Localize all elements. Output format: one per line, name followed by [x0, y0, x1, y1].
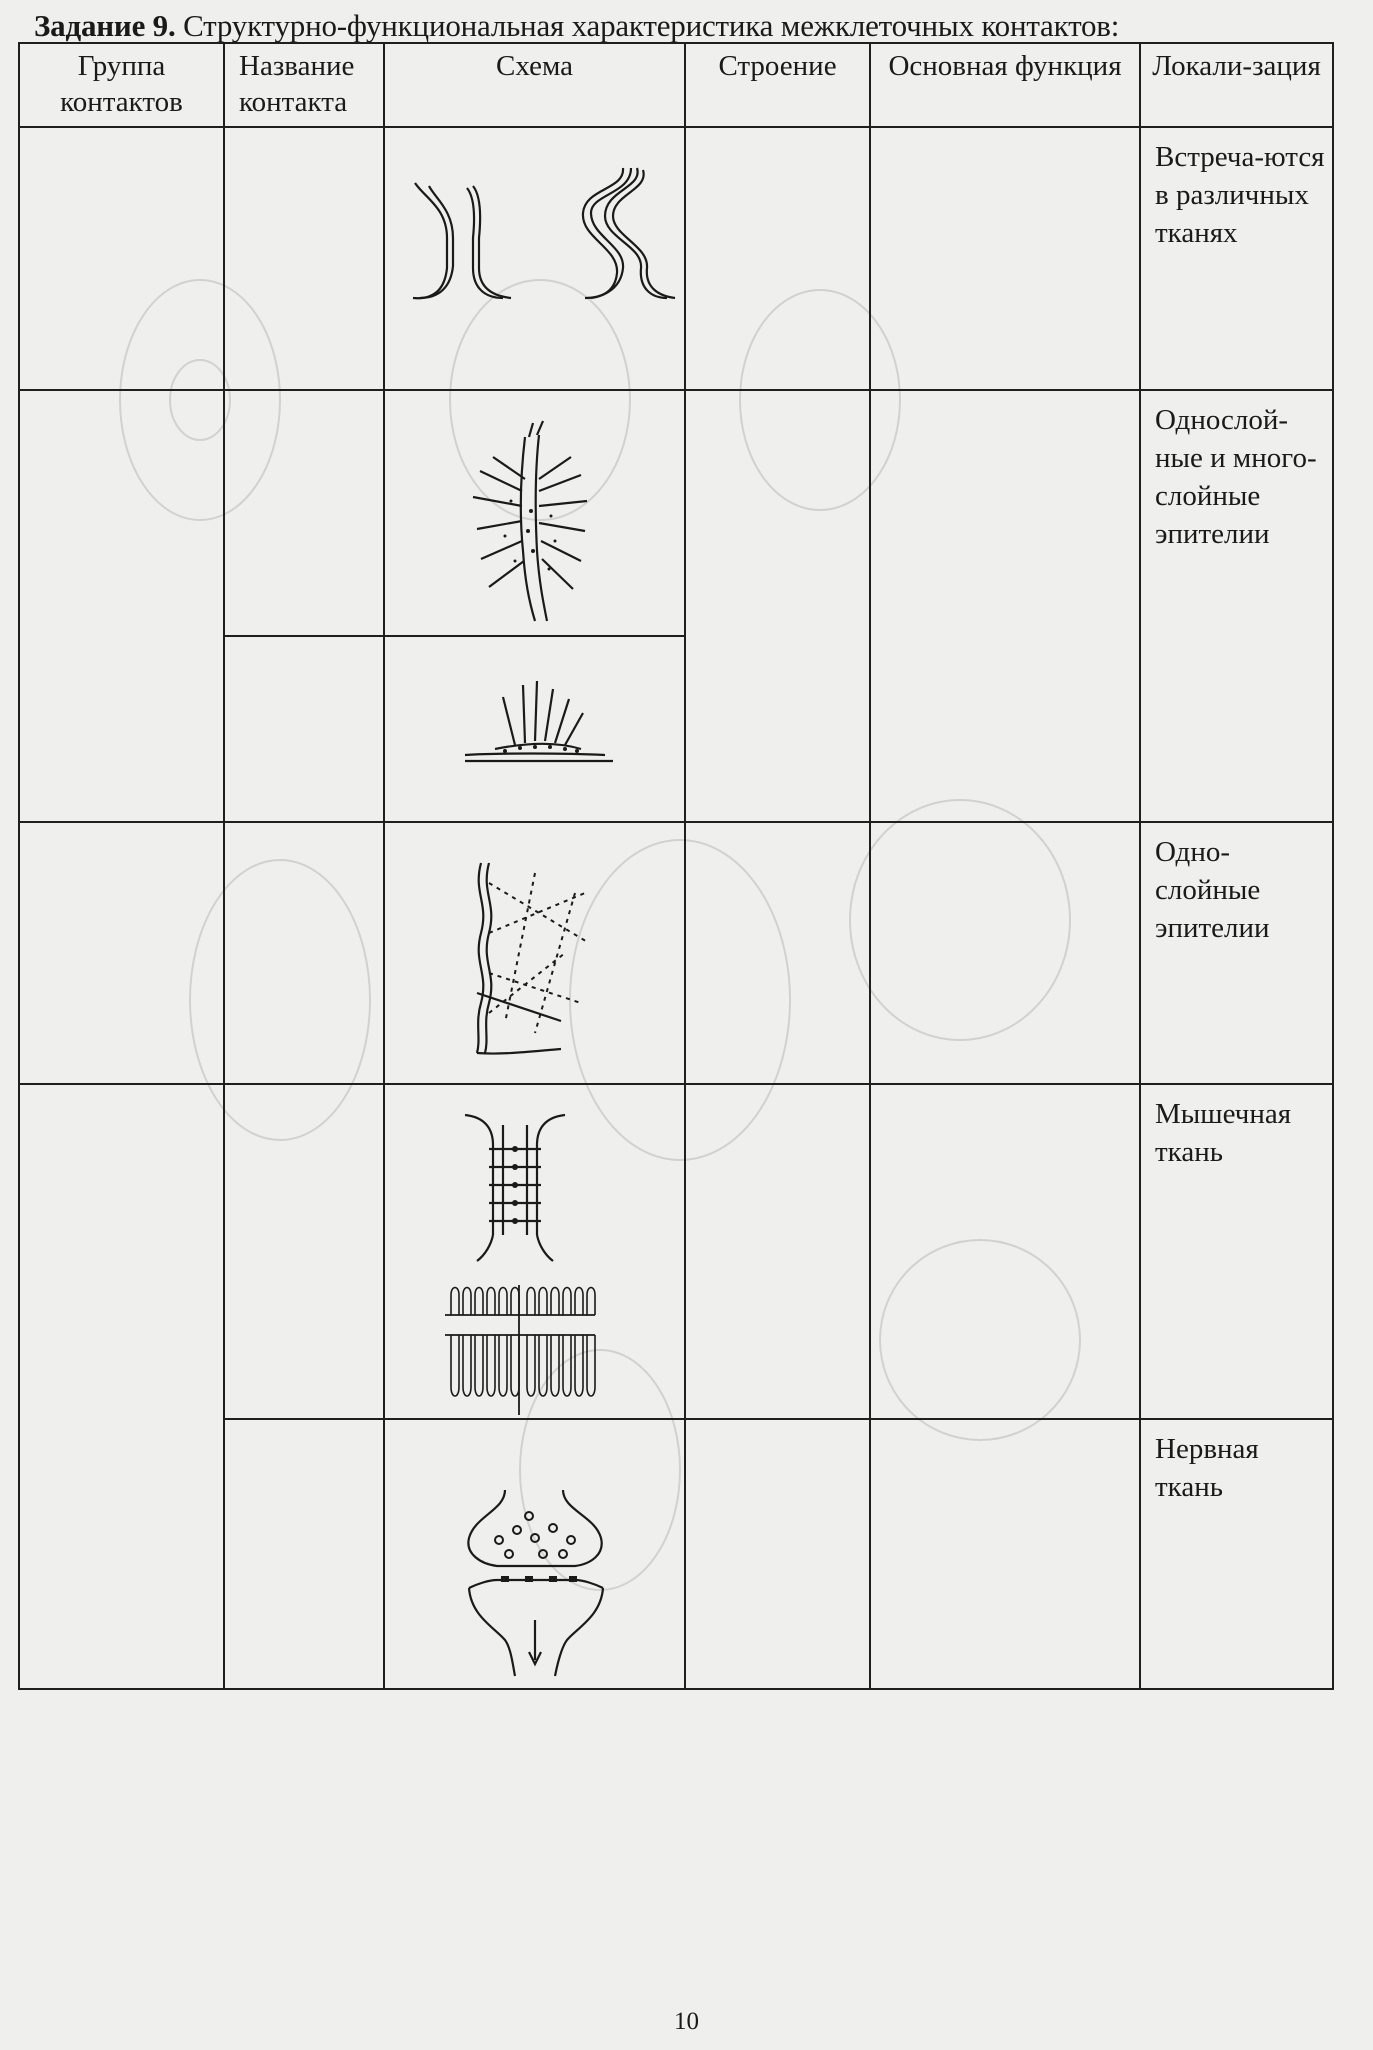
- table-row: [19, 127, 1333, 390]
- cell-group[interactable]: [19, 822, 224, 1084]
- cell-function[interactable]: [870, 822, 1140, 1084]
- desmosome-icon: [385, 391, 686, 637]
- cell-localization: Нервная ткань: [1140, 1419, 1333, 1689]
- connexon-loop: [499, 1288, 507, 1316]
- cell-name[interactable]: [224, 390, 384, 636]
- connexon-loop: [451, 1335, 459, 1396]
- col-header-group: Группа контактов: [19, 43, 224, 127]
- cell-function[interactable]: [870, 127, 1140, 390]
- cell-scheme: [384, 1084, 685, 1419]
- cell-scheme: [384, 1419, 685, 1689]
- cell-scheme: [384, 390, 685, 636]
- cell-scheme: [384, 127, 685, 390]
- cell-localization: Мышечная ткань: [1140, 1084, 1333, 1419]
- table-row: [19, 390, 1333, 636]
- connexon-loop: [551, 1288, 559, 1316]
- cell-localization: Однослой-ные и много-слойные эпителии: [1140, 390, 1333, 822]
- connexon-loop: [463, 1335, 471, 1396]
- connexon-loop: [563, 1335, 571, 1396]
- synapse-icon: [385, 1420, 686, 1690]
- cell-localization: Встреча-ются в различных тканях: [1140, 127, 1333, 390]
- cell-localization: Одно-слойные эпителии: [1140, 822, 1333, 1084]
- cell-scheme: [384, 636, 685, 822]
- connexon-loop: [551, 1335, 559, 1396]
- cell-structure[interactable]: [685, 822, 870, 1084]
- task-title: [34, 8, 1119, 44]
- cell-structure[interactable]: [685, 1419, 870, 1689]
- connexon-loop: [587, 1288, 595, 1316]
- cell-function[interactable]: [870, 1419, 1140, 1689]
- task-title-text: Структурно-функциональная характеристика межклеточных контактов:: [183, 8, 1120, 43]
- connexon-loop: [475, 1335, 483, 1396]
- cell-function[interactable]: [870, 1084, 1140, 1419]
- cell-structure[interactable]: [685, 127, 870, 390]
- nexus-gap-junction-icon: [385, 1085, 686, 1420]
- hemidesmosome-icon: [385, 637, 686, 823]
- table-header-row: [19, 43, 1333, 127]
- connexon-loop: [451, 1288, 459, 1316]
- connexon-loop: [539, 1335, 547, 1396]
- col-header-name: Название контакта: [224, 43, 384, 127]
- connexon-loop: [511, 1335, 519, 1396]
- connexon-loop: [487, 1288, 495, 1316]
- tight-junction-icon: [385, 823, 686, 1085]
- cell-name[interactable]: [224, 1419, 384, 1689]
- cell-structure[interactable]: [685, 1084, 870, 1419]
- connexon-loop: [463, 1288, 471, 1316]
- table-row: [19, 822, 1333, 1084]
- col-header-function: Основная функция: [870, 43, 1140, 127]
- cell-group[interactable]: [19, 1084, 224, 1689]
- contacts-table: [18, 42, 1334, 1690]
- connexon-loop: [587, 1335, 595, 1396]
- cell-name[interactable]: [224, 822, 384, 1084]
- task-title-number: Задание 9.: [34, 8, 176, 43]
- connexon-loop: [499, 1335, 507, 1396]
- col-header-scheme: Схема: [384, 43, 685, 127]
- connexon-loop: [527, 1335, 535, 1396]
- connexon-loop: [575, 1335, 583, 1396]
- col-header-localization: Локали-зация: [1140, 43, 1333, 127]
- connexon-loop: [575, 1288, 583, 1316]
- cell-function[interactable]: [870, 390, 1140, 822]
- cell-group[interactable]: [19, 390, 224, 822]
- connexon-loop: [511, 1288, 519, 1316]
- connexon-loop: [539, 1288, 547, 1316]
- cell-name[interactable]: [224, 636, 384, 822]
- cell-scheme: [384, 822, 685, 1084]
- connexon-loop: [527, 1288, 535, 1316]
- cell-name[interactable]: [224, 1084, 384, 1419]
- cell-name[interactable]: [224, 127, 384, 390]
- col-header-structure: Строение: [685, 43, 870, 127]
- connexon-loop: [563, 1288, 571, 1316]
- connexon-loop: [475, 1288, 483, 1316]
- page-number: 10: [674, 2008, 699, 2035]
- wavy-membrane-contact-icon: [385, 128, 686, 391]
- cell-structure[interactable]: [685, 390, 870, 822]
- cell-group[interactable]: [19, 127, 224, 390]
- table-row: [19, 1084, 1333, 1419]
- connexon-loop: [487, 1335, 495, 1396]
